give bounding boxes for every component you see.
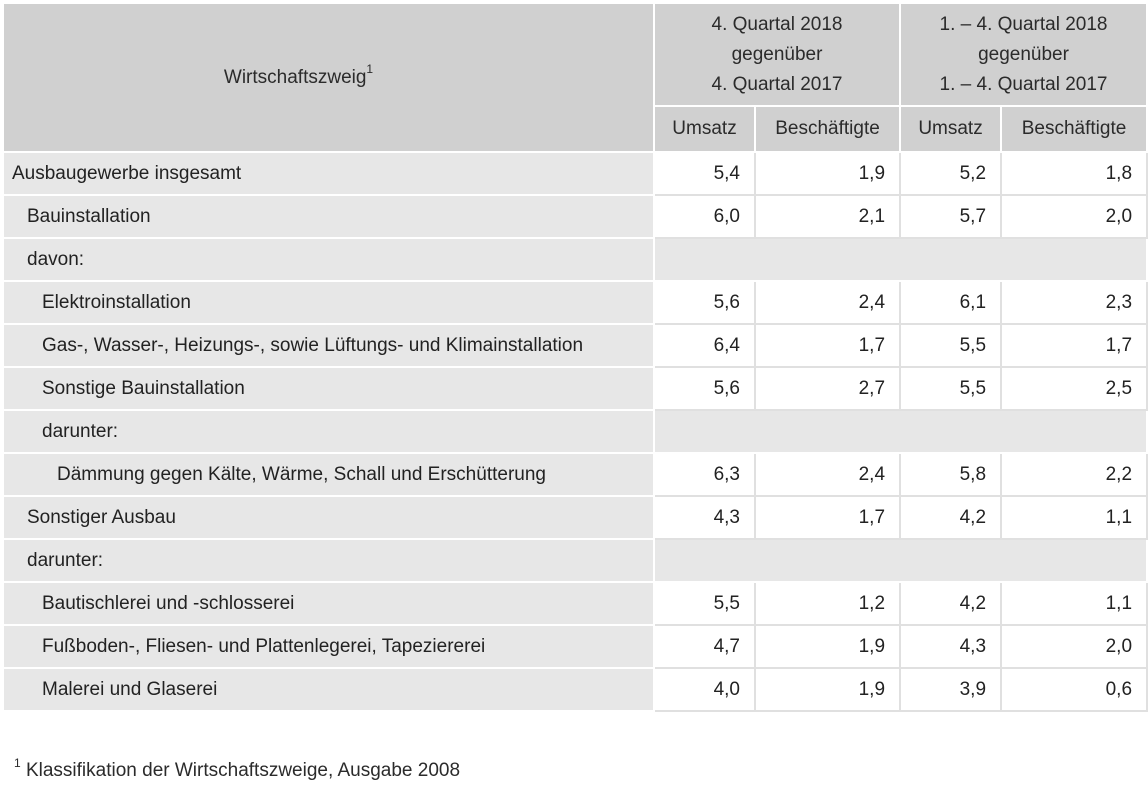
beschaeftigte-q4-value: 2,4	[755, 453, 900, 496]
umsatz-year-value: 5,8	[900, 453, 1001, 496]
row-label: Fußboden-, Fliesen- und Plattenlegerei, Tapeziererei	[3, 625, 654, 668]
umsatz-year-value: 5,5	[900, 367, 1001, 410]
umsatz-q4-value: 6,3	[654, 453, 755, 496]
umsatz-q4-value: 6,0	[654, 195, 755, 238]
umsatz-year-value: 6,1	[900, 281, 1001, 324]
header-group-q4-line: gegenüber	[731, 43, 823, 65]
beschaeftigte-q4-value: 1,9	[755, 152, 900, 195]
table-header	[3, 3, 1147, 152]
table-row	[3, 625, 1147, 668]
beschaeftigte-year-value: 1,1	[1001, 496, 1147, 539]
table-row	[3, 152, 1147, 195]
row-label: Sonstige Bauinstallation	[3, 367, 654, 410]
table-row	[3, 582, 1147, 625]
table-row	[3, 195, 1147, 238]
umsatz-q4-value: 4,3	[654, 496, 755, 539]
section-spacer	[654, 410, 1147, 453]
beschaeftigte-year-value: 0,6	[1001, 668, 1147, 711]
row-label: Bauinstallation	[3, 195, 654, 238]
beschaeftigte-q4-value: 1,7	[755, 496, 900, 539]
umsatz-year-value: 5,7	[900, 195, 1001, 238]
table-section-row	[3, 238, 1147, 281]
header-umsatz: Umsatz	[654, 106, 755, 152]
beschaeftigte-year-value: 1,1	[1001, 582, 1147, 625]
table-section-row	[3, 410, 1147, 453]
umsatz-q4-value: 5,5	[654, 582, 755, 625]
row-label: Ausbaugewerbe insgesamt	[3, 152, 654, 195]
table-body	[3, 152, 1147, 711]
header-group-q4-line: 4. Quartal 2017	[711, 73, 843, 95]
header-group-year-line: 1. – 4. Quartal 2018	[939, 13, 1108, 35]
beschaeftigte-year-value: 2,0	[1001, 625, 1147, 668]
row-label: Sonstiger Ausbau	[3, 496, 654, 539]
table-row	[3, 496, 1147, 539]
section-label: davon:	[3, 238, 654, 281]
header-group-q4	[654, 3, 900, 106]
umsatz-year-value: 3,9	[900, 668, 1001, 711]
table-row	[3, 668, 1147, 711]
footnote-ref: 1	[366, 62, 374, 77]
umsatz-year-value: 4,3	[900, 625, 1001, 668]
header-beschaeftigte: Beschäftigte	[755, 106, 900, 152]
row-label: Malerei und Glaserei	[3, 668, 654, 711]
header-group-year	[900, 3, 1147, 106]
header-row-groups	[3, 3, 1147, 106]
umsatz-q4-value: 5,6	[654, 281, 755, 324]
header-group-q4-line: 4. Quartal 2018	[711, 13, 843, 35]
footnote-text: Klassifikation der Wirtschaftszweige, Ausgabe 2008	[25, 760, 461, 781]
umsatz-q4-value: 4,0	[654, 668, 755, 711]
umsatz-q4-value: 5,4	[654, 152, 755, 195]
header-group-year-line: 1. – 4. Quartal 2017	[939, 73, 1108, 95]
beschaeftigte-q4-value: 1,7	[755, 324, 900, 367]
row-label: Elektroinstallation	[3, 281, 654, 324]
beschaeftigte-q4-value: 2,1	[755, 195, 900, 238]
umsatz-year-value: 5,5	[900, 324, 1001, 367]
section-label: darunter:	[3, 539, 654, 582]
header-umsatz: Umsatz	[900, 106, 1001, 152]
row-label: Bautischlerei und -schlosserei	[3, 582, 654, 625]
table-row	[3, 281, 1147, 324]
beschaeftigte-year-value: 2,0	[1001, 195, 1147, 238]
beschaeftigte-q4-value: 1,2	[755, 582, 900, 625]
umsatz-year-value: 5,2	[900, 152, 1001, 195]
section-label: darunter:	[3, 410, 654, 453]
beschaeftigte-q4-value: 1,9	[755, 668, 900, 711]
table-section-row	[3, 539, 1147, 582]
beschaeftigte-year-value: 1,8	[1001, 152, 1147, 195]
footnote-mark: 1	[14, 755, 21, 770]
beschaeftigte-year-value: 2,2	[1001, 453, 1147, 496]
umsatz-year-value: 4,2	[900, 496, 1001, 539]
umsatz-q4-value: 5,6	[654, 367, 755, 410]
footnote	[14, 755, 461, 782]
umsatz-year-value: 4,2	[900, 582, 1001, 625]
header-beschaeftigte: Beschäftigte	[1001, 106, 1147, 152]
beschaeftigte-q4-value: 2,7	[755, 367, 900, 410]
row-label: Gas-, Wasser-, Heizungs-, sowie Lüftungs- und Klimainstallation	[3, 324, 654, 367]
section-spacer	[654, 539, 1147, 582]
section-spacer	[654, 238, 1147, 281]
table-row	[3, 367, 1147, 410]
beschaeftigte-q4-value: 2,4	[755, 281, 900, 324]
umsatz-q4-value: 6,4	[654, 324, 755, 367]
header-wirtschaftszweig	[3, 3, 654, 152]
table-row	[3, 324, 1147, 367]
header-group-year-line: gegenüber	[978, 43, 1069, 65]
beschaeftigte-year-value: 2,3	[1001, 281, 1147, 324]
beschaeftigte-year-value: 1,7	[1001, 324, 1147, 367]
row-label: Dämmung gegen Kälte, Wärme, Schall und Erschütterung	[3, 453, 654, 496]
header-label: Wirtschaftszweig	[223, 66, 367, 88]
statistics-table	[2, 2, 1148, 712]
beschaeftigte-q4-value: 1,9	[755, 625, 900, 668]
beschaeftigte-year-value: 2,5	[1001, 367, 1147, 410]
table-row	[3, 453, 1147, 496]
umsatz-q4-value: 4,7	[654, 625, 755, 668]
